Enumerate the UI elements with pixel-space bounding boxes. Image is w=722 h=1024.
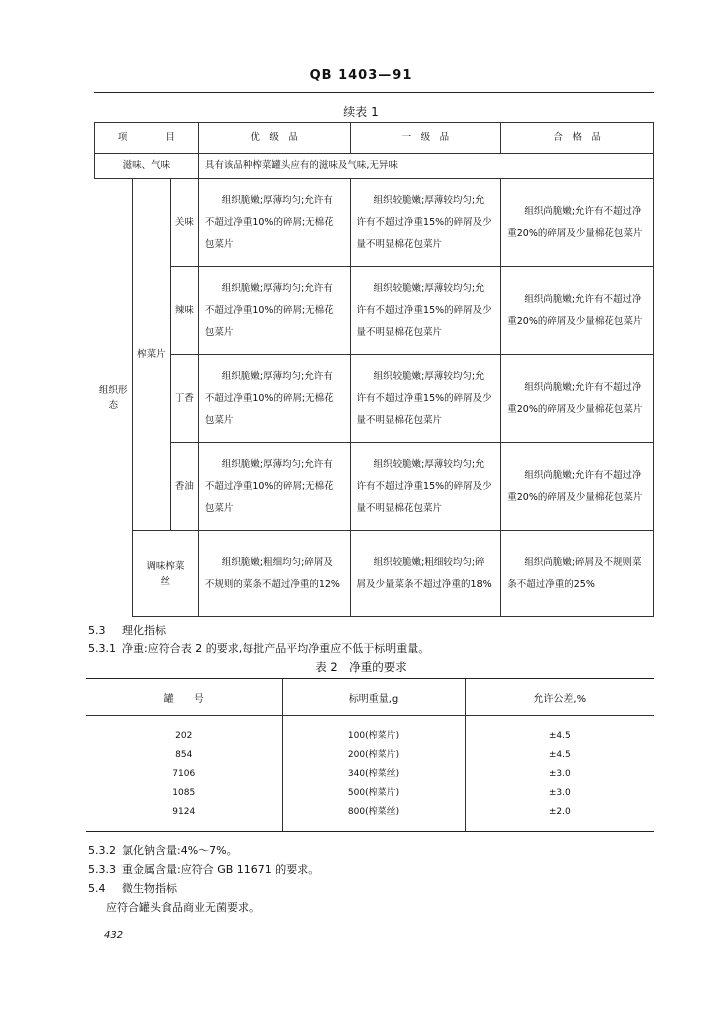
cell-first: 组织较脆嫩;厚薄较均匀;允许有不超过净重15%的碎屑及少量不明显棉花包菜片	[350, 443, 501, 531]
table-row	[95, 179, 654, 267]
table-row	[86, 784, 654, 803]
section-text: 重金属含量:应符合 GB 11671 的要求。	[122, 863, 320, 876]
col-labeled-weight: 标明重量,g	[282, 679, 465, 716]
header-rule	[94, 92, 654, 93]
cell-first: 组织较脆嫩;厚薄较均匀;允许有不超过净重15%的碎屑及少量不明显棉花包菜片	[350, 267, 501, 355]
cell-qualified: 组织尚脆嫩;允许有不超过净重20%的碎屑及少量棉花包菜片	[501, 179, 654, 267]
page-number: 432	[104, 930, 124, 941]
section-number: 5.3.2	[88, 844, 116, 857]
net-weight-table	[86, 678, 654, 832]
cell-qualified: 组织尚脆嫩;允许有不超过净重20%的碎屑及少量棉花包菜片	[501, 443, 654, 531]
cell-excellent: 组织脆嫩;厚薄均匀;允许有不超过净重10%的碎屑;无棉花包菜片	[198, 443, 350, 531]
table-row	[86, 765, 654, 784]
row-label: 辣味	[170, 267, 198, 355]
table-row	[86, 716, 654, 747]
col-item-header: 项 目	[95, 123, 199, 154]
section-5-3-1	[88, 640, 429, 656]
col-tolerance: 允许公差,%	[465, 679, 654, 716]
section-5-3	[88, 622, 166, 638]
col-qualified-header: 合 格 品	[501, 123, 654, 154]
section-5-4	[88, 880, 177, 896]
row-label: 关味	[170, 179, 198, 267]
cell-qualified: 组织尚脆嫩;允许有不超过净重20%的碎屑及少量棉花包菜片	[501, 355, 654, 443]
smell-label: 滋味、气味	[95, 154, 199, 179]
cell-first: 组织较脆嫩;厚薄较均匀;允许有不超过净重15%的碎屑及少量不明显棉花包菜片	[350, 179, 501, 267]
table2-header-row	[86, 679, 654, 716]
cell-tolerance: ±2.0	[465, 803, 654, 832]
col-first-header: 一 级 品	[350, 123, 501, 154]
cell-weight: 100(榨菜片)	[282, 716, 465, 747]
cell-excellent: 组织脆嫩;厚薄均匀;允许有不超过净重10%的碎屑;无棉花包菜片	[198, 355, 350, 443]
section-number: 5.3.3	[88, 863, 116, 876]
smell-row	[95, 154, 654, 179]
cell-can: 9124	[86, 803, 282, 832]
row-label: 香油	[170, 443, 198, 531]
cell-tolerance: ±3.0	[465, 784, 654, 803]
cell-weight: 340(榨菜丝)	[282, 765, 465, 784]
cell-weight: 800(榨菜丝)	[282, 803, 465, 832]
table-row	[95, 267, 654, 355]
table1-header-row	[95, 123, 654, 154]
cell-qualified: 组织尚脆嫩;碎屑及不规则菜条不超过净重的25%	[501, 531, 654, 617]
quality-table	[94, 122, 654, 617]
cell-can: 7106	[172, 769, 196, 779]
cell-first: 组织较脆嫩;粗细较均匀;碎屑及少量菜条不超过净重的18%	[350, 531, 501, 617]
col-excellent-header: 优 级 品	[198, 123, 350, 154]
cell-weight: 500(榨菜片)	[282, 784, 465, 803]
section-5-3-3	[88, 861, 319, 877]
row-label-shreds: 调味榨菜丝	[132, 531, 198, 617]
cell-tolerance: ±4.5	[465, 746, 654, 765]
table-row	[95, 531, 654, 617]
col-can-number: 罐 号	[86, 679, 282, 716]
cell-tolerance: ±4.5	[465, 716, 654, 747]
row-label: 丁香	[170, 355, 198, 443]
standard-code-header: QB 1403—91	[309, 68, 413, 83]
section-number: 5.3	[88, 624, 106, 637]
cell-first: 组织较脆嫩;厚薄较均匀;允许有不超过净重15%的碎屑及少量不明显棉花包菜片	[350, 355, 501, 443]
cell-weight: 200(榨菜片)	[282, 746, 465, 765]
section-text: 净重:应符合表 2 的要求,每批产品平均净重应不低于标明重量。	[122, 642, 430, 655]
cell-excellent: 组织脆嫩;粗细均匀;碎屑及不规则的菜条不超过净重的12%	[198, 531, 350, 617]
section-number: 5.4	[88, 882, 106, 895]
subgroup-label-slices: 榨菜片	[132, 179, 170, 531]
table-row	[86, 803, 654, 832]
table-row	[86, 746, 654, 765]
table-row	[95, 443, 654, 531]
section-title: 理化指标	[122, 624, 166, 637]
cell-can: 202	[175, 731, 193, 741]
table1-caption: 续表 1	[343, 105, 379, 119]
section-text: 氯化钠含量:4%～7%。	[122, 844, 238, 857]
cell-excellent: 组织脆嫩;厚薄均匀;允许有不超过净重10%的碎屑;无棉花包菜片	[198, 267, 350, 355]
cell-tolerance: ±3.0	[465, 765, 654, 784]
section-5-4-body: 应符合罐头食品商业无菌要求。	[106, 901, 260, 914]
group-label-structure: 组织形态	[95, 179, 133, 617]
section-5-3-2	[88, 842, 238, 858]
cell-can: 854	[175, 750, 193, 760]
cell-excellent: 组织脆嫩;厚薄均匀;允许有不超过净重10%的碎屑;无棉花包菜片	[198, 179, 350, 267]
table2-caption: 表 2 净重的要求	[315, 660, 407, 674]
section-number: 5.3.1	[88, 642, 116, 655]
section-title: 微生物指标	[122, 882, 177, 895]
cell-can: 1085	[172, 788, 196, 798]
cell-qualified: 组织尚脆嫩;允许有不超过净重20%的碎屑及少量棉花包菜片	[501, 267, 654, 355]
smell-text: 具有该品种榨菜罐头应有的滋味及气味,无异味	[198, 154, 653, 179]
table-row	[95, 355, 654, 443]
